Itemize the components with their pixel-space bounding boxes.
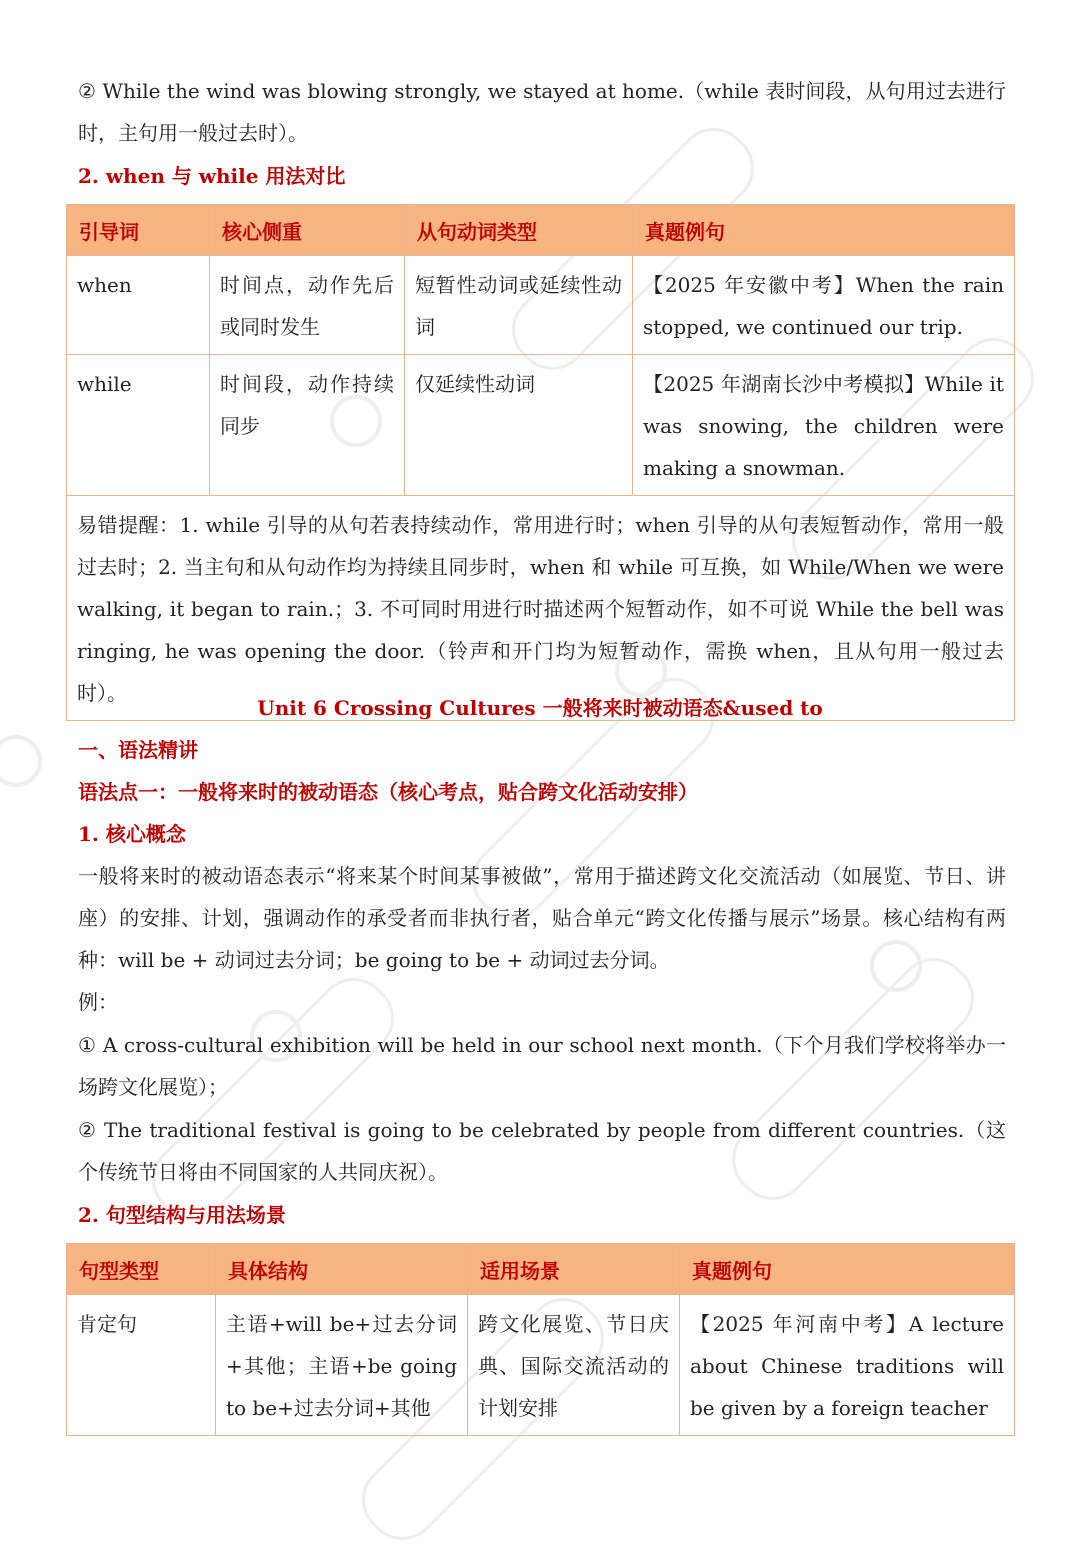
example-sentence: ② While the wind was blowing strongly, we stayed at home.（while 表时间段，从句用过去进行时，主句用一般过去时）。	[78, 79, 1006, 145]
structure-table	[66, 1243, 1015, 1436]
table-cell: 肯定句	[67, 1295, 216, 1436]
table-note-row	[67, 496, 1015, 721]
table-cell: 【2025 年安徽中考】When the rain stopped, we continued our trip.	[633, 256, 1015, 355]
table-cell: 时间段，动作持续同步	[210, 355, 405, 496]
table-cell: 仅延续性动词	[405, 355, 633, 496]
table-header-cell: 句型类型	[67, 1244, 216, 1295]
example-sentence: ② The traditional festival is going to be celebrated by people from different countries.（这个传统节日将由不同国家的人共同庆祝）。	[78, 1118, 1006, 1184]
table-row	[67, 1295, 1015, 1436]
table-row	[67, 256, 1015, 355]
error-reminder-note: 易错提醒：1. while 引导的从句若表持续动作，常用进行时；when 引导的从句表短暂动作，常用一般过去时；2. 当主句和从句动作均为持续且同步时，when 和 while 可互换，如 While/When we were walking, it began to rain.；3. 不可同时用进行时描述两个短暂动作，如不可说 While the bell was ringing, he was opening the door.（铃声和开门均为短暂动作，需换 when，且从句用一般过去时）。	[67, 496, 1015, 721]
subsection-heading: 2. 句型结构与用法场景	[78, 1203, 286, 1227]
subsection-heading: 1. 核心概念	[78, 822, 186, 846]
table-header-cell: 具体结构	[216, 1244, 468, 1295]
table-cell: 时间点，动作先后或同时发生	[210, 256, 405, 355]
concept-paragraph: 一般将来时的被动语态表示“将来某个时间某事被做”，常用于描述跨文化交流活动（如展览、节日、讲座）的安排、计划，强调动作的承受者而非执行者，贴合单元“跨文化传播与展示”场景。核心结构有两种：will be + 动词过去分词；be going to be + 动词过去分词。	[78, 864, 1006, 972]
table-header-cell: 真题例句	[680, 1244, 1015, 1295]
unit-title: Unit 6 Crossing Cultures 一般将来时被动语态&used to	[257, 696, 823, 720]
section-heading: 2. when 与 while 用法对比	[78, 164, 346, 188]
table-header-cell: 从句动词类型	[405, 205, 633, 256]
table-cell: while	[67, 355, 210, 496]
table-cell: 【2025 年湖南长沙中考模拟】While it was snowing, the children were making a snowman.	[633, 355, 1015, 496]
table-cell: 跨文化展览、节日庆典、国际交流活动的计划安排	[468, 1295, 680, 1436]
example-label: 例：	[78, 990, 118, 1014]
table-header-cell: 适用场景	[468, 1244, 680, 1295]
table-header-cell: 引导词	[67, 205, 210, 256]
table-header-row	[67, 205, 1015, 256]
watermark-search-icon	[0, 735, 42, 787]
table-header-cell: 核心侧重	[210, 205, 405, 256]
grammar-point-heading: 语法点一：一般将来时的被动语态（核心考点，贴合跨文化活动安排）	[78, 780, 698, 804]
table-cell: 短暂性动词或延续性动词	[405, 256, 633, 355]
table-cell: 主语+will be+过去分词+其他；主语+be going to be+过去分词+其他	[216, 1295, 468, 1436]
when-while-table	[66, 204, 1015, 721]
section-heading: 一、语法精讲	[78, 738, 198, 762]
example-sentence: ① A cross-cultural exhibition will be held in our school next month.（下个月我们学校将举办一场跨文化展览）；	[78, 1033, 1006, 1099]
table-row	[67, 355, 1015, 496]
table-header-cell: 真题例句	[633, 205, 1015, 256]
table-header-row	[67, 1244, 1015, 1295]
table-cell: when	[67, 256, 210, 355]
table-cell: 【2025 年河南中考】A lecture about Chinese traditions will be given by a foreign teacher	[680, 1295, 1015, 1436]
